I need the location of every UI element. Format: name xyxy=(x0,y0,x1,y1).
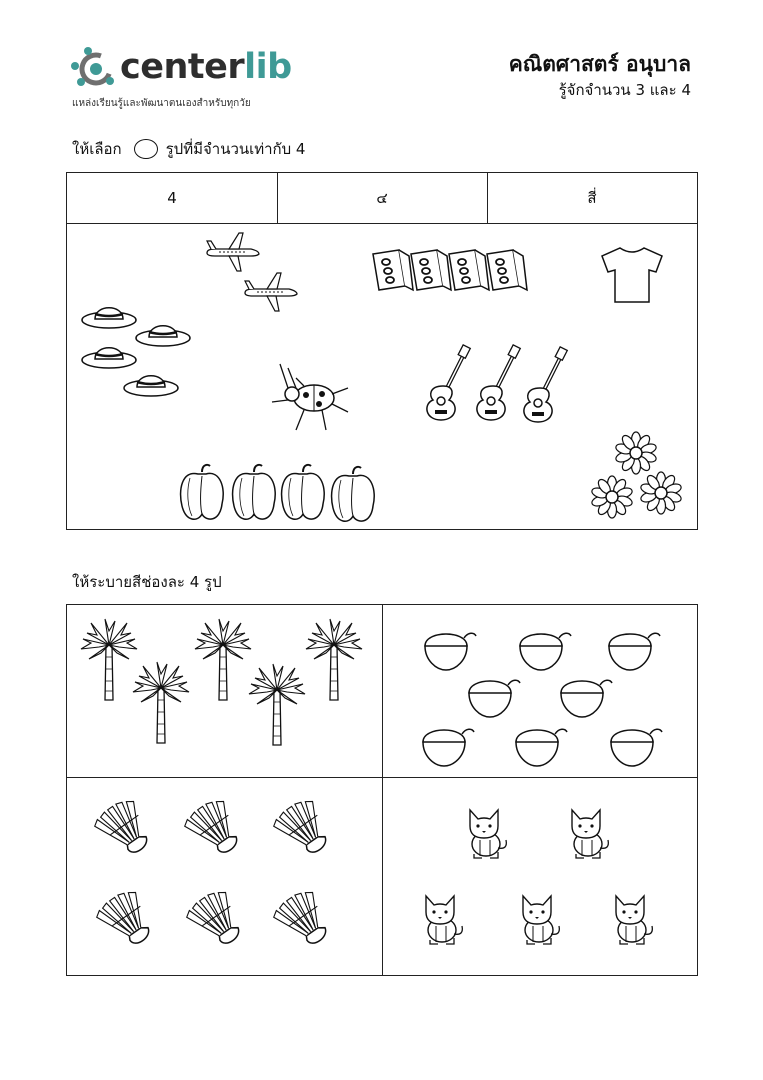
palm-tree-icon xyxy=(195,619,251,700)
logo-wordmark: centerlib xyxy=(120,47,292,87)
page-title: คณิตศาสตร์ อนุบาล xyxy=(508,52,691,76)
palm-tree-group xyxy=(81,619,362,745)
kitten-group xyxy=(426,810,652,944)
acorn-icon xyxy=(609,633,660,670)
acorn-icon xyxy=(425,633,476,670)
palm-tree-icon xyxy=(249,664,305,745)
shuttlecock-icon xyxy=(181,795,242,856)
section2-instruction: ให้ระบายสีช่องละ 4 รูป xyxy=(72,573,222,591)
column-thai-word: สี่ xyxy=(587,189,597,207)
shuttlecock-group xyxy=(91,795,331,947)
acorn-icon xyxy=(516,729,567,766)
instruction-before-text: ให้เลือก xyxy=(72,140,122,158)
palm-tree-icon xyxy=(133,662,189,743)
palm-tree-icon xyxy=(306,619,362,700)
kitten-icon xyxy=(426,896,462,944)
kitten-icon xyxy=(470,810,506,858)
instruction-after-text: รูปที่มีจำนวนเท่ากับ 4 xyxy=(165,140,306,158)
acorn-icon xyxy=(520,633,571,670)
acorn-icon xyxy=(561,680,612,717)
shuttlecock-icon xyxy=(91,795,152,856)
shuttlecock-icon xyxy=(270,886,331,947)
shuttlecock-icon xyxy=(93,886,154,947)
page-subtitle: รู้จักจำนวน 3 และ 4 xyxy=(558,81,691,99)
acorn-icon xyxy=(611,729,662,766)
acorn-icon xyxy=(469,680,520,717)
column-arabic-numeral: 4 xyxy=(167,189,177,207)
kitten-icon xyxy=(523,896,559,944)
logo-tagline: แหล่งเรียนรู้และพัฒนาตนเองสำหรับทุกวัย xyxy=(72,98,251,109)
acorn-group xyxy=(423,633,662,766)
column-thai-numeral: ๔ xyxy=(376,189,388,207)
kitten-icon xyxy=(616,896,652,944)
shuttlecock-icon xyxy=(183,886,244,947)
palm-tree-icon xyxy=(81,619,137,700)
acorn-icon xyxy=(423,729,474,766)
kitten-icon xyxy=(572,810,608,858)
shuttlecock-icon xyxy=(270,795,331,856)
